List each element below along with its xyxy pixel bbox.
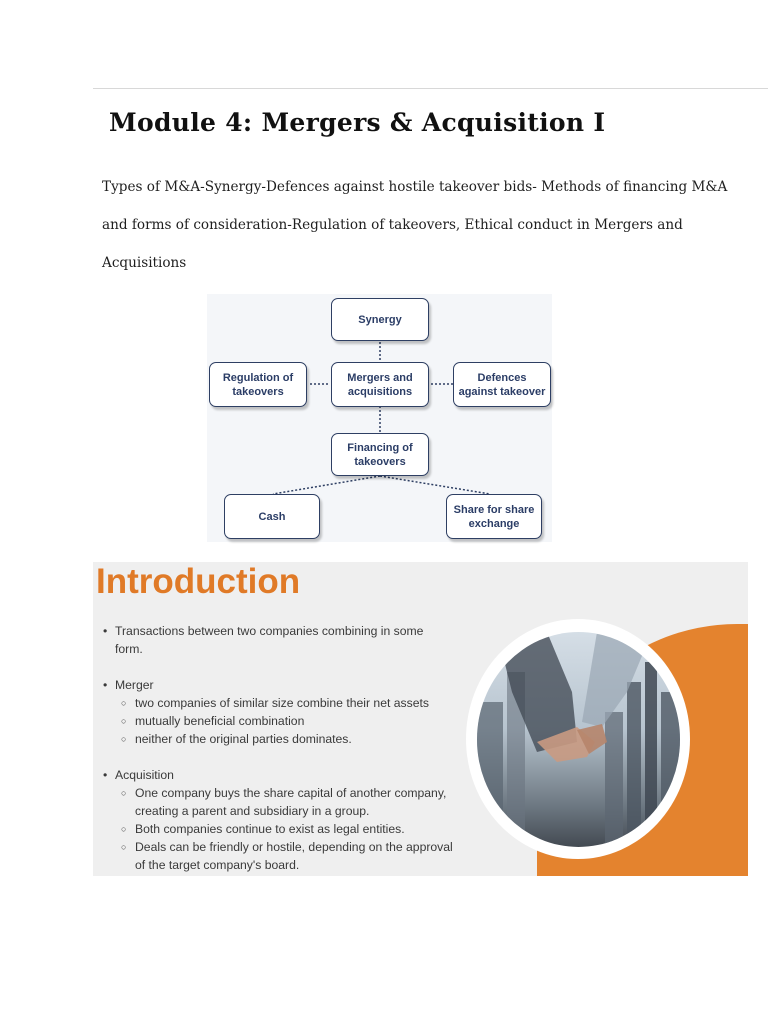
node-financing — [331, 433, 429, 476]
node-regulation — [209, 362, 307, 407]
node-cash — [224, 494, 320, 539]
merger-point: ○ mutually beneficial combination — [103, 712, 453, 730]
introduction-slide — [93, 562, 748, 876]
node-left-line1: Regulation of — [222, 371, 294, 384]
node-left-line2: takeovers — [232, 385, 284, 398]
node-synergy-label: Synergy — [358, 313, 402, 326]
slide-heading: Introduction — [96, 562, 301, 601]
node-right-line2: against takeover — [458, 385, 546, 398]
node-center-line1: Mergers and — [347, 371, 413, 384]
node-synergy — [331, 298, 429, 341]
node-center-line2: acquisitions — [347, 385, 413, 398]
acquisition-point: ○ Deals can be friendly or hostile, depending on the approval of the target company's board. — [103, 838, 453, 874]
acquisition-point: ○ One company buys the share capital of another company, creating a parent and subsidiary in a group. — [103, 784, 453, 820]
bullet-merger: • Merger — [103, 676, 453, 694]
merger-point: ○ neither of the original parties dominates. — [103, 730, 453, 748]
top-divider — [93, 88, 768, 89]
bullet-transactions: • Transactions between two companies combining in some form. — [103, 622, 453, 658]
node-defences — [453, 362, 551, 407]
handshake-image — [477, 632, 680, 847]
mna-diagram — [207, 294, 552, 542]
node-mergers-acquisitions — [331, 362, 429, 407]
node-financing-line2: takeovers — [354, 455, 406, 468]
bullet-acquisition: • Acquisition — [103, 766, 453, 784]
node-share-line2: exchange — [468, 517, 520, 530]
page-title: Module 4: Mergers & Acquisition I — [109, 108, 606, 137]
merger-point: ○ two companies of similar size combine their net assets — [103, 694, 453, 712]
introduction-bullets — [103, 622, 453, 874]
node-financing-line1: Financing of — [347, 441, 413, 454]
node-cash-label: Cash — [258, 510, 286, 523]
handshake-illustration — [477, 632, 680, 847]
acquisition-point: ○ Both companies continue to exist as legal entities. — [103, 820, 453, 838]
node-share-line1: Share for share — [453, 503, 535, 516]
node-share-exchange — [446, 494, 542, 539]
node-right-line1: Defences — [477, 371, 527, 384]
module-description: Types of M&A-Synergy-Defences against hostile takeover bids- Methods of financing M&A and forms of consideration-Regulation of takeovers, Ethical conduct in Mergers and Acquisitions — [102, 179, 728, 271]
